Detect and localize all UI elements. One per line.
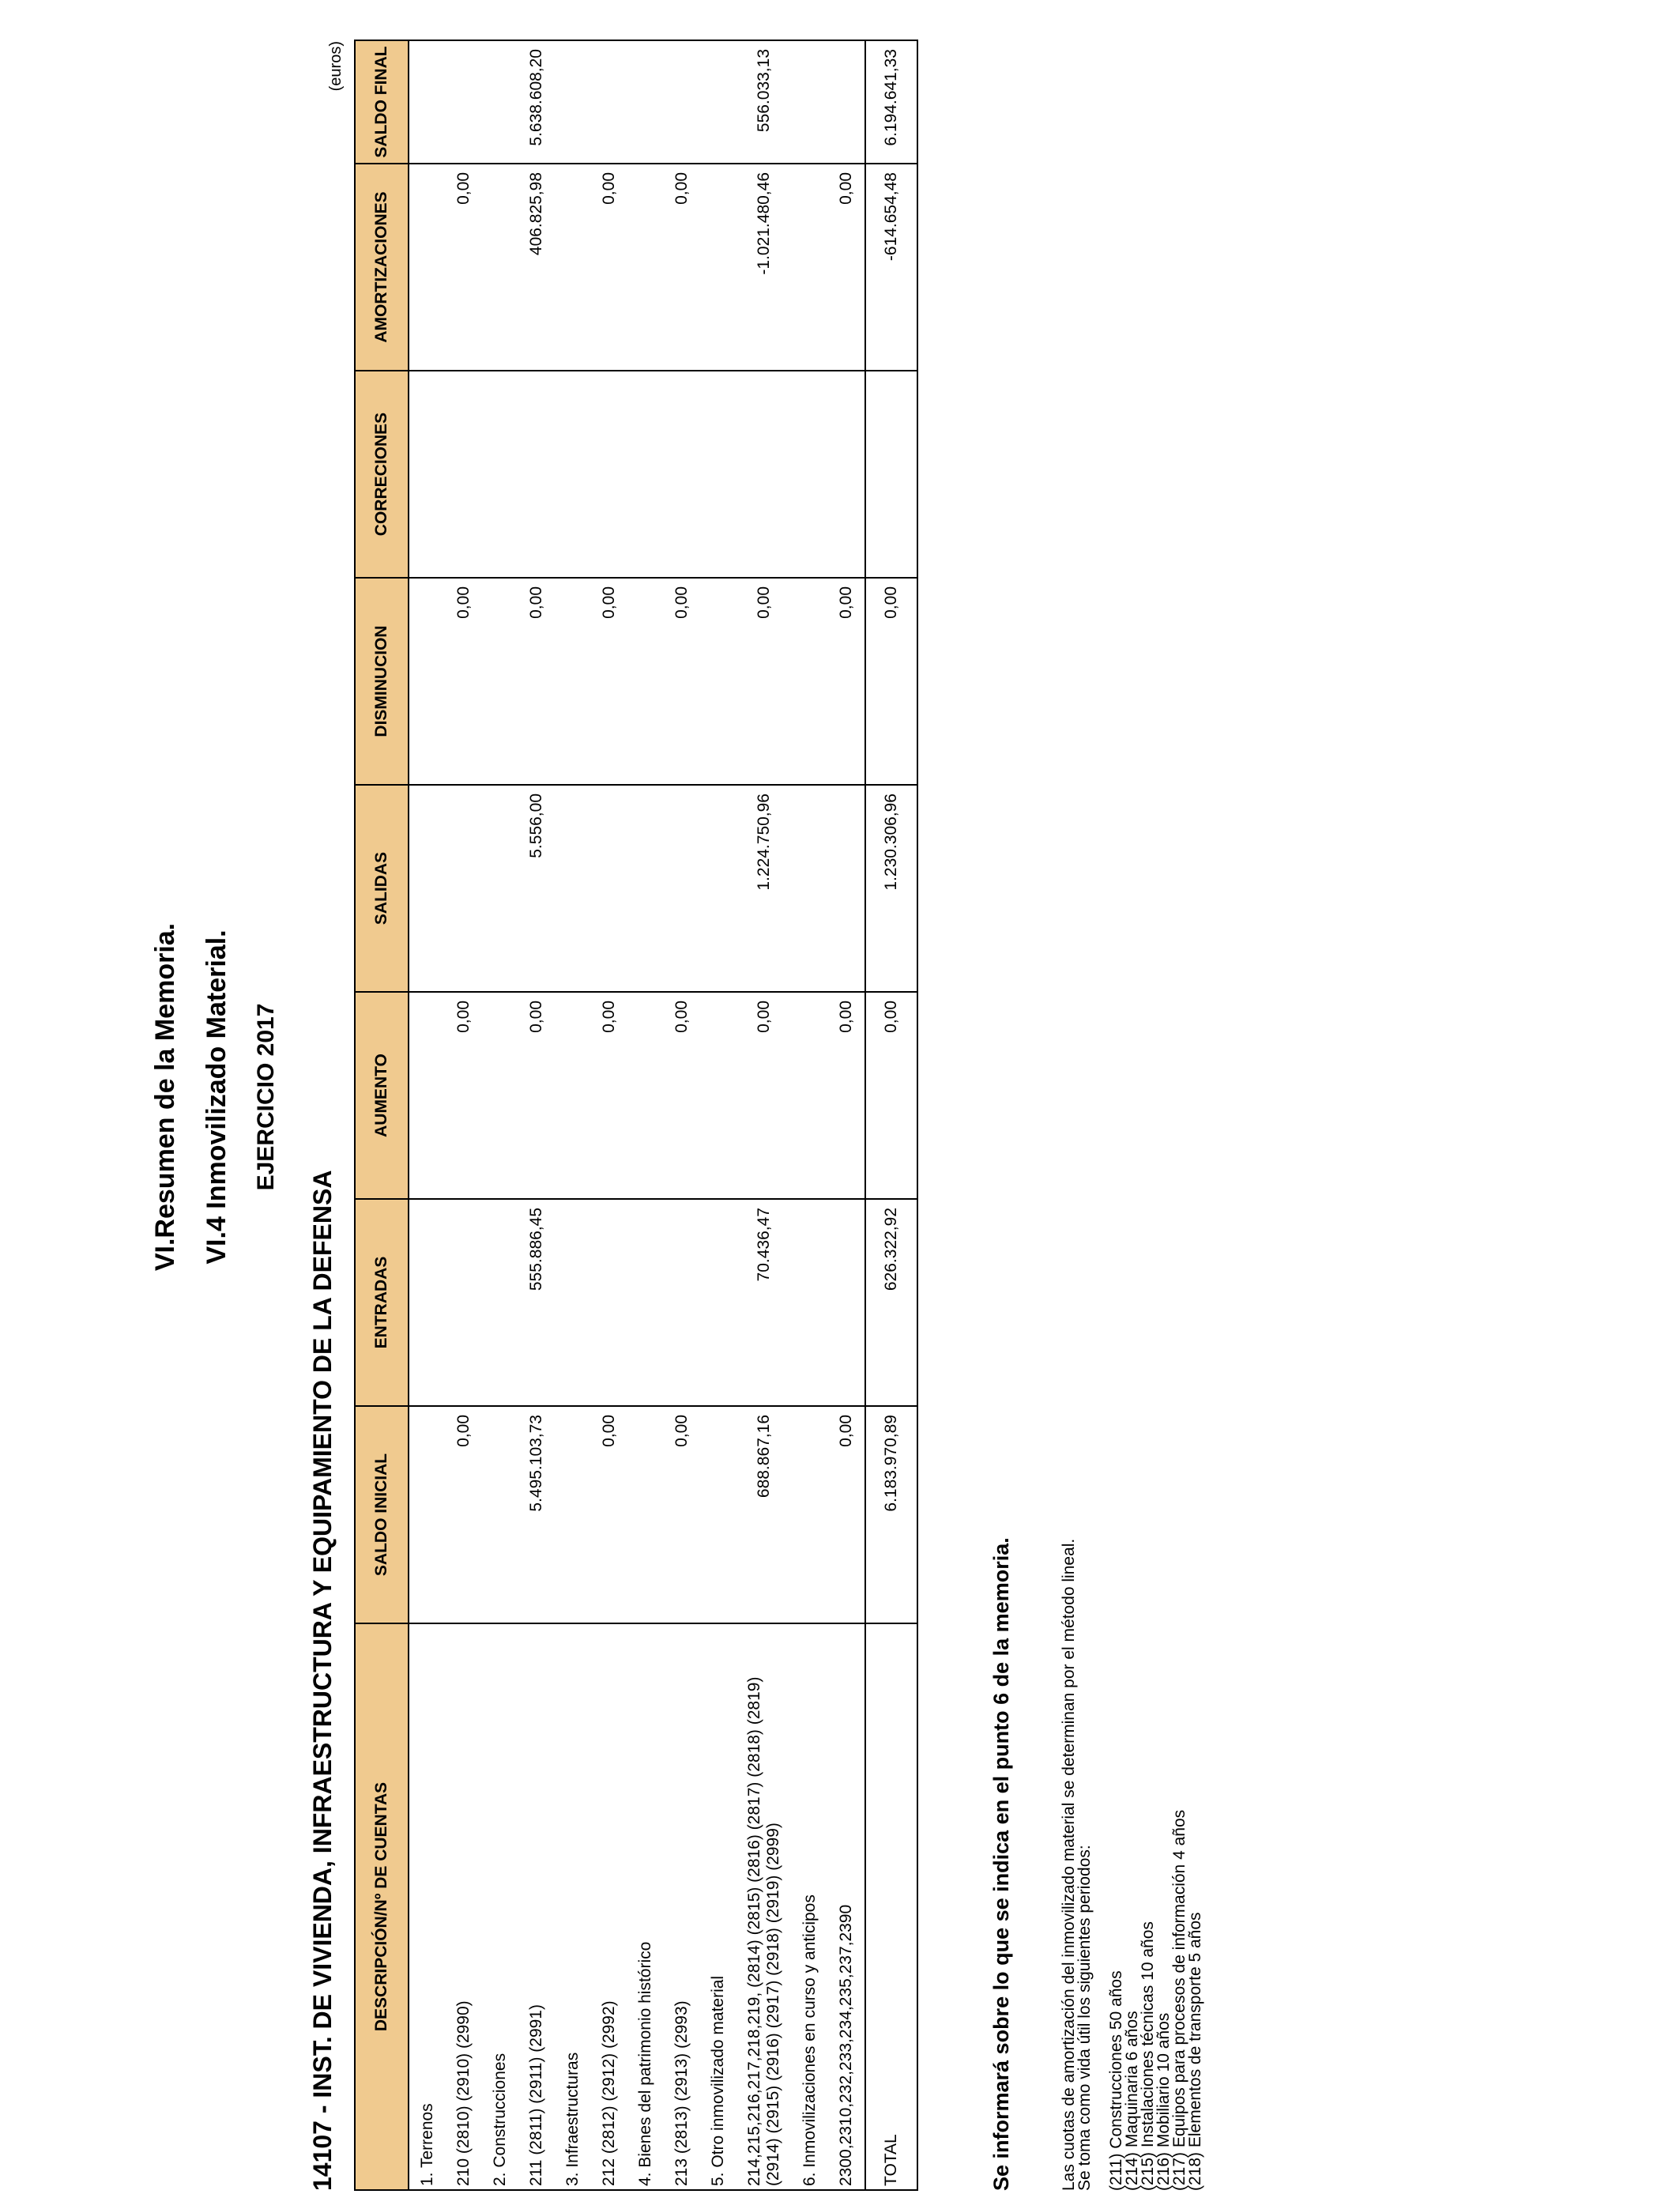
col-header-entradas: ENTRADAS xyxy=(355,1199,409,1406)
cell-amortizaciones: -614.654,48 xyxy=(865,164,917,371)
table-row xyxy=(700,40,736,2190)
notes-item: (217) Equipos para procesos de información 4 años xyxy=(1170,1809,1188,2191)
cell-aumento: 0,00 xyxy=(828,992,865,1199)
cell-correciones xyxy=(518,371,555,578)
cell-saldo-final xyxy=(792,40,828,164)
cell-correciones xyxy=(865,371,917,578)
cell-amortizaciones xyxy=(482,164,518,371)
notes-item: (218) Elementos de transporte 5 años xyxy=(1186,1912,1204,2191)
depreciation-notes xyxy=(1061,1539,1203,2191)
cell-aumento xyxy=(482,992,518,1199)
cell-entradas: 555.886,45 xyxy=(518,1199,555,1406)
cell-amortizaciones xyxy=(409,164,446,371)
cell-aumento: 0,00 xyxy=(664,992,700,1199)
cell-saldo-final xyxy=(555,40,591,164)
cell-entradas: 70.436,47 xyxy=(736,1199,792,1406)
cell-aumento xyxy=(700,992,736,1199)
cell-aumento xyxy=(555,992,591,1199)
cell-correciones xyxy=(482,371,518,578)
cell-saldo-inicial: 0,00 xyxy=(828,1406,865,1623)
row-description: 214,215,216,217,218,219, (2814) (2815) (2816) (2817) (2818) (2819) (2914) (2915) (2916) (2917) (2918) (2919) (2999) xyxy=(736,1623,792,2190)
cell-saldo-inicial xyxy=(409,1406,446,1623)
total-row xyxy=(865,40,917,2190)
cell-amortizaciones: -1.021.480,46 xyxy=(736,164,792,371)
col-header-amortizaciones: AMORTIZACIONES xyxy=(355,164,409,371)
table-row xyxy=(736,40,792,2190)
cell-entradas xyxy=(409,1199,446,1406)
row-description: 2300,2310,232,233,234,235,237,2390 xyxy=(828,1623,865,2190)
cell-correciones xyxy=(664,371,700,578)
cell-entradas xyxy=(664,1199,700,1406)
cell-salidas xyxy=(828,785,865,992)
table-row xyxy=(446,40,482,2190)
cell-disminucion xyxy=(627,578,664,785)
cell-salidas: 1.230.306,96 xyxy=(865,785,917,992)
cell-salidas xyxy=(700,785,736,992)
row-description: 3. Infraestructuras xyxy=(555,1623,591,2190)
cell-disminucion: 0,00 xyxy=(865,578,917,785)
cell-aumento: 0,00 xyxy=(865,992,917,1199)
cell-disminucion: 0,00 xyxy=(518,578,555,785)
row-description: 2. Construcciones xyxy=(482,1623,518,2190)
cell-correciones xyxy=(446,371,482,578)
cell-entradas xyxy=(591,1199,627,1406)
row-description: 212 (2812) (2912) (2992) xyxy=(591,1623,627,2190)
cell-saldo-final xyxy=(700,40,736,164)
cell-correciones xyxy=(555,371,591,578)
cell-saldo-inicial xyxy=(700,1406,736,1623)
notes-item: (211) Construcciones 50 años xyxy=(1107,1970,1125,2191)
col-header-correciones: CORRECIONES xyxy=(355,371,409,578)
cell-saldo-inicial: 0,00 xyxy=(664,1406,700,1623)
notes-item: (214) Maquinaria 6 años xyxy=(1123,2011,1141,2191)
entity-name: 14107 - INST. DE VIVIENDA, INFRAESTRUCTURA Y EQUIPAMIENTO DE LA DEFENSA xyxy=(308,1170,337,2191)
notes-item: (215) Instalaciones técnicas 10 años xyxy=(1139,1921,1157,2191)
cell-saldo-inicial: 0,00 xyxy=(446,1406,482,1623)
memoria-notice: Se informará sobre lo que se indica en el punto 6 de la memoria. xyxy=(989,1537,1013,2191)
cell-aumento xyxy=(792,992,828,1199)
cell-disminucion xyxy=(555,578,591,785)
notes-intro: Las cuotas de amortización del inmovilizado material se determinan por el método lineal. xyxy=(1060,1538,1078,2191)
cell-saldo-final xyxy=(664,40,700,164)
cell-saldo-final: 6.194.641,33 xyxy=(865,40,917,164)
cell-disminucion: 0,00 xyxy=(664,578,700,785)
table-row xyxy=(482,40,518,2190)
cell-salidas xyxy=(627,785,664,992)
cell-saldo-final xyxy=(409,40,446,164)
cell-saldo-inicial: 0,00 xyxy=(591,1406,627,1623)
cell-correciones xyxy=(736,371,792,578)
cell-disminucion: 0,00 xyxy=(446,578,482,785)
cell-entradas xyxy=(792,1199,828,1406)
cell-entradas xyxy=(555,1199,591,1406)
cell-aumento: 0,00 xyxy=(518,992,555,1199)
cell-disminucion xyxy=(482,578,518,785)
cell-correciones xyxy=(828,371,865,578)
cell-saldo-final xyxy=(828,40,865,164)
fiscal-year: EJERCICIO 2017 xyxy=(253,1003,279,1191)
table-row xyxy=(591,40,627,2190)
cell-amortizaciones: 0,00 xyxy=(591,164,627,371)
cell-amortizaciones xyxy=(700,164,736,371)
row-description: 213 (2813) (2913) (2993) xyxy=(664,1623,700,2190)
row-description: 210 (2810) (2910) (2990) xyxy=(446,1623,482,2190)
cell-aumento: 0,00 xyxy=(591,992,627,1199)
cell-saldo-final xyxy=(627,40,664,164)
row-description: 211 (2811) (2911) (2991) xyxy=(518,1623,555,2190)
cell-salidas xyxy=(792,785,828,992)
cell-saldo-final: 5.638.608,20 xyxy=(518,40,555,164)
cell-salidas xyxy=(482,785,518,992)
cell-amortizaciones: 0,00 xyxy=(664,164,700,371)
cell-aumento xyxy=(627,992,664,1199)
cell-salidas: 5.556,00 xyxy=(518,785,555,992)
row-description: 5. Otro inmovilizado material xyxy=(700,1623,736,2190)
cell-saldo-inicial xyxy=(792,1406,828,1623)
cell-amortizaciones xyxy=(627,164,664,371)
row-description: 1. Terrenos xyxy=(409,1623,446,2190)
cell-correciones xyxy=(627,371,664,578)
cell-correciones xyxy=(700,371,736,578)
cell-saldo-final xyxy=(591,40,627,164)
cell-disminucion xyxy=(700,578,736,785)
cell-disminucion xyxy=(792,578,828,785)
cell-amortizaciones: 0,00 xyxy=(446,164,482,371)
cell-amortizaciones: 0,00 xyxy=(828,164,865,371)
col-header-description: DESCRIPCIÓN/Nº DE CUENTAS xyxy=(355,1623,409,2190)
currency-units: (euros) xyxy=(327,41,345,92)
cell-saldo-inicial: 5.495.103,73 xyxy=(518,1406,555,1623)
cell-aumento xyxy=(409,992,446,1199)
report-title: VI.Resumen de la Memoria. xyxy=(150,922,180,1272)
cell-amortizaciones xyxy=(555,164,591,371)
cell-entradas xyxy=(446,1199,482,1406)
table-row xyxy=(828,40,865,2190)
cell-disminucion: 0,00 xyxy=(828,578,865,785)
cell-salidas xyxy=(664,785,700,992)
row-description: 6. Inmovilizaciones en curso y anticipos xyxy=(792,1623,828,2190)
cell-correciones xyxy=(409,371,446,578)
cell-saldo-final: 556.033,13 xyxy=(736,40,792,164)
table-row xyxy=(555,40,591,2190)
col-header-salidas: SALIDAS xyxy=(355,785,409,992)
notes-intro: Se toma como vida útil los siguientes periodos: xyxy=(1075,1845,1094,2191)
table-row xyxy=(409,40,446,2190)
cell-entradas xyxy=(627,1199,664,1406)
col-header-aumento: AUMENTO xyxy=(355,992,409,1199)
cell-entradas xyxy=(828,1199,865,1406)
table-row xyxy=(664,40,700,2190)
cell-salidas xyxy=(555,785,591,992)
cell-salidas xyxy=(591,785,627,992)
cell-saldo-inicial xyxy=(555,1406,591,1623)
notes-spacer xyxy=(1093,1539,1109,2191)
fixed-assets-table xyxy=(354,40,918,2191)
col-header-saldo-inicial: SALDO INICIAL xyxy=(355,1406,409,1623)
cell-saldo-final xyxy=(482,40,518,164)
cell-entradas xyxy=(700,1199,736,1406)
cell-entradas xyxy=(482,1199,518,1406)
table-row xyxy=(518,40,555,2190)
cell-salidas xyxy=(446,785,482,992)
cell-entradas: 626.322,92 xyxy=(865,1199,917,1406)
cell-saldo-final xyxy=(446,40,482,164)
cell-correciones xyxy=(591,371,627,578)
notes-item: (216) Mobiliario 10 años xyxy=(1155,2012,1173,2191)
cell-disminucion xyxy=(409,578,446,785)
cell-disminucion: 0,00 xyxy=(736,578,792,785)
cell-salidas xyxy=(409,785,446,992)
table-row xyxy=(627,40,664,2190)
cell-disminucion: 0,00 xyxy=(591,578,627,785)
col-header-disminucion: DISMINUCION xyxy=(355,578,409,785)
cell-saldo-inicial: 6.183.970,89 xyxy=(865,1406,917,1623)
cell-saldo-inicial xyxy=(482,1406,518,1623)
section-title: VI.4 Inmovilizado Material. xyxy=(202,929,232,1265)
cell-correciones xyxy=(792,371,828,578)
row-description: 4. Bienes del patrimonio histórico xyxy=(627,1623,664,2190)
table-header-row xyxy=(355,40,409,2190)
cell-salidas: 1.224.750,96 xyxy=(736,785,792,992)
cell-saldo-inicial: 688.867,16 xyxy=(736,1406,792,1623)
row-description: TOTAL xyxy=(865,1623,917,2190)
cell-aumento: 0,00 xyxy=(446,992,482,1199)
cell-amortizaciones xyxy=(792,164,828,371)
cell-saldo-inicial xyxy=(627,1406,664,1623)
table-row xyxy=(792,40,828,2190)
cell-amortizaciones: 406.825,98 xyxy=(518,164,555,371)
cell-aumento: 0,00 xyxy=(736,992,792,1199)
col-header-saldo-final: SALDO FINAL xyxy=(355,40,409,164)
